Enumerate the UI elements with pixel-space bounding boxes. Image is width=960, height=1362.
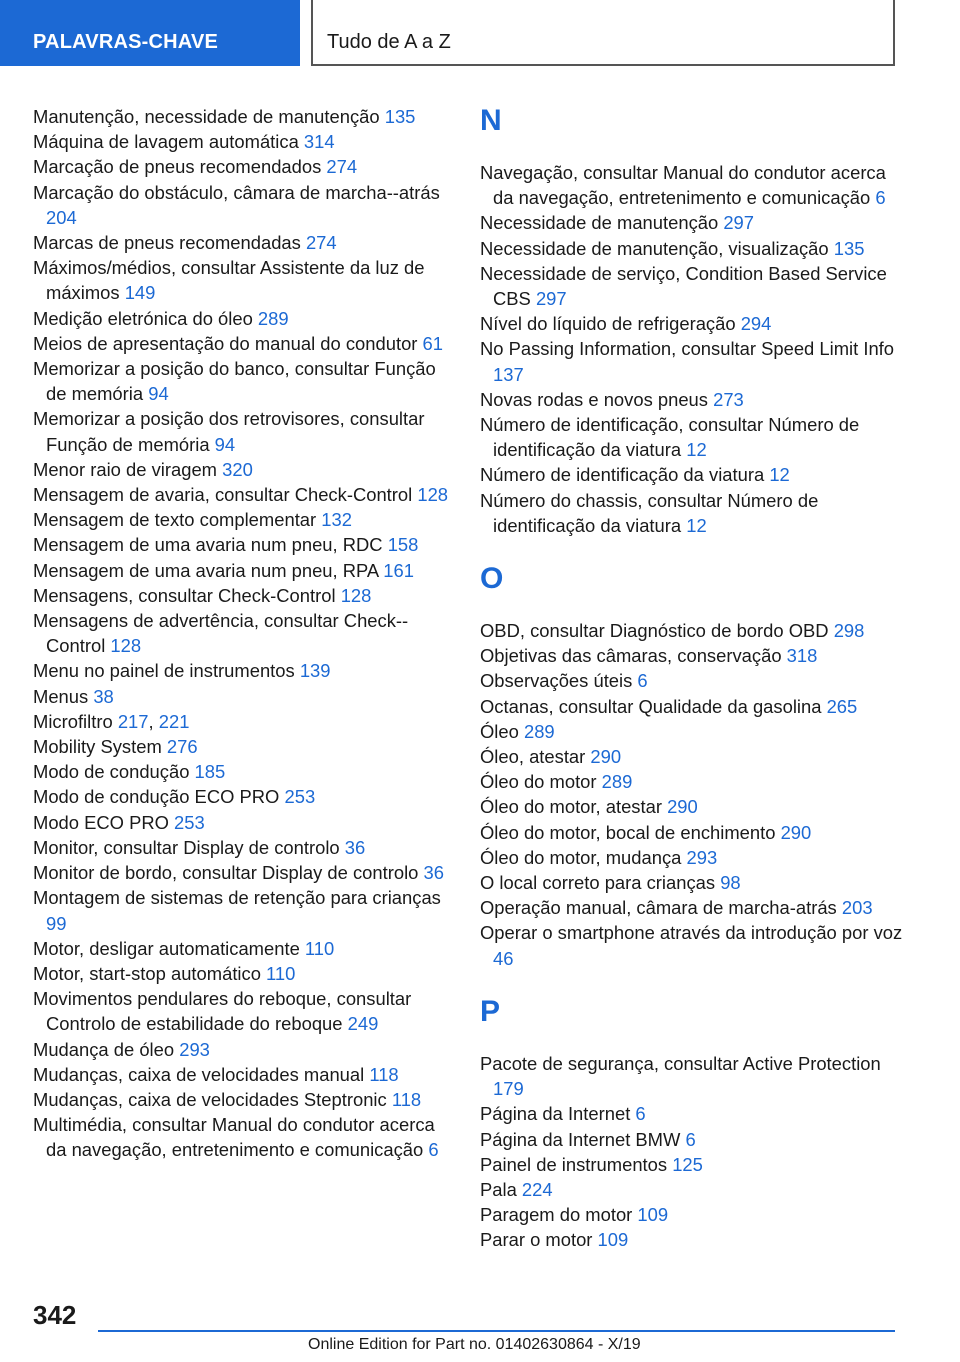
index-entry bbox=[480, 412, 910, 462]
page-reference-link[interactable]: 110 bbox=[266, 962, 296, 984]
header-title: Tudo de A a Z bbox=[313, 0, 895, 66]
page-reference-link[interactable]: 273 bbox=[713, 388, 744, 410]
page-reference-link[interactable]: 221 bbox=[158, 710, 190, 732]
page-reference-link[interactable]: 12 bbox=[769, 464, 790, 486]
page-reference-link[interactable]: 125 bbox=[672, 1153, 703, 1175]
index-entry-text: Marcação do obstáculo, câmara de marcha--atrás bbox=[33, 181, 440, 203]
page-reference-link[interactable]: 36 bbox=[344, 836, 366, 858]
index-entry bbox=[480, 794, 910, 819]
index-entry bbox=[33, 255, 453, 305]
index-entry bbox=[33, 1112, 453, 1162]
index-column-right bbox=[480, 104, 910, 1253]
index-entry bbox=[480, 895, 910, 920]
index-entry-text: Paragem do motor bbox=[480, 1204, 638, 1226]
index-entry-text: Modo ECO PRO bbox=[33, 811, 175, 833]
index-entry bbox=[33, 104, 453, 129]
index-entry bbox=[33, 583, 453, 608]
page-reference-link[interactable]: 290 bbox=[780, 821, 812, 843]
index-entry bbox=[33, 129, 453, 154]
index-entry bbox=[480, 236, 910, 261]
index-entry-text: Octanas, consultar Qualidade da gasolina bbox=[480, 695, 827, 717]
index-letter-heading: P bbox=[480, 994, 501, 1028]
page-reference-link[interactable]: 128 bbox=[340, 584, 372, 606]
index-entry bbox=[33, 180, 453, 230]
index-entry-text: Necessidade de manutenção bbox=[480, 212, 724, 234]
index-entry-text: Microfiltro bbox=[33, 710, 118, 732]
index-entry-text: Mudança de óleo bbox=[33, 1038, 180, 1060]
index-letter-heading: O bbox=[480, 562, 504, 596]
index-entry bbox=[33, 961, 453, 986]
index-entry-text: Menu no painel de instrumentos bbox=[33, 660, 300, 682]
index-entry bbox=[480, 719, 910, 744]
index-entry bbox=[33, 457, 453, 482]
index-entry-text: Óleo do motor bbox=[480, 771, 602, 793]
index-entry-text: Medição eletrónica do óleo bbox=[33, 307, 258, 329]
index-entry bbox=[480, 261, 910, 311]
index-entry-text: Motor, start-stop automático bbox=[33, 962, 267, 984]
page-reference-link[interactable]: 135 bbox=[384, 106, 416, 127]
index-entry-text: Operação manual, câmara de marcha-atrás bbox=[480, 897, 842, 919]
page-reference-link[interactable]: 249 bbox=[347, 1013, 379, 1035]
index-entry bbox=[33, 608, 453, 658]
page-header bbox=[0, 0, 960, 66]
index-entry-text: Operar o smartphone através da introdução por voz bbox=[480, 922, 903, 944]
page-reference-link[interactable]: 274 bbox=[305, 232, 337, 254]
index-entry bbox=[33, 1037, 453, 1062]
page-reference-link[interactable]: 204 bbox=[46, 206, 77, 228]
index-entry-text: Mensagem de avaria, consultar Check-Control bbox=[33, 484, 418, 506]
index-entry bbox=[480, 1177, 910, 1202]
index-entry-text: Monitor, consultar Display de controlo bbox=[33, 836, 345, 858]
index-entry bbox=[480, 210, 910, 235]
page-reference-link[interactable]: 118 bbox=[369, 1063, 399, 1085]
index-entry bbox=[480, 1051, 910, 1101]
index-entry-text: Máximos/médios, consultar Assistente da luz de máximos bbox=[33, 257, 425, 304]
page-reference-link[interactable]: 158 bbox=[387, 534, 419, 556]
index-entry-text: Nível do líquido de refrigeração bbox=[480, 313, 741, 335]
index-entry-text: Painel de instrumentos bbox=[480, 1153, 673, 1175]
index-entry bbox=[480, 618, 910, 643]
index-entry bbox=[33, 154, 453, 179]
page-reference-link[interactable]: 135 bbox=[833, 237, 865, 259]
page-reference-link[interactable]: 128 bbox=[417, 484, 449, 506]
index-entry-text: OBD, consultar Diagnóstico de bordo OBD bbox=[480, 620, 834, 642]
index-entry-text: Movimentos pendulares do reboque, consultar Controlo de estabilidade do reboque bbox=[33, 988, 412, 1035]
section-gap bbox=[480, 538, 910, 562]
index-entry-text: Página da Internet BMW bbox=[480, 1128, 686, 1150]
index-entry-text: Óleo do motor, atestar bbox=[480, 796, 668, 818]
index-entry-text: Máquina de lavagem automática bbox=[33, 131, 304, 153]
page-reference-link[interactable]: 290 bbox=[667, 796, 698, 818]
index-entry bbox=[33, 1062, 453, 1087]
page-reference-link[interactable]: 109 bbox=[637, 1204, 669, 1226]
index-entry-text: Menus bbox=[33, 685, 94, 707]
index-entry: Microfiltro 217, 221 bbox=[33, 710, 190, 732]
index-entry-text: Modo de condução ECO PRO bbox=[33, 786, 285, 808]
page-reference-link[interactable]: 293 bbox=[686, 846, 718, 868]
index-entry-text: Marcação de pneus recomendados bbox=[33, 156, 327, 178]
page-reference-link[interactable]: 6 bbox=[637, 670, 648, 692]
index-entry bbox=[33, 1087, 453, 1112]
index-entry-text: Manutenção, necessidade de manutenção bbox=[33, 106, 385, 127]
index-entry bbox=[33, 936, 453, 961]
index-entry bbox=[480, 1152, 910, 1177]
index-entry-text: Mobility System bbox=[33, 736, 167, 758]
page-reference-link[interactable]: 253 bbox=[174, 811, 205, 833]
page-reference-link[interactable]: 36 bbox=[423, 862, 444, 884]
index-entry bbox=[33, 507, 453, 532]
page-reference-link[interactable]: 297 bbox=[723, 212, 755, 234]
index-entry-text: Necessidade de serviço, Condition Based Service CBS bbox=[480, 262, 887, 310]
index-entry-text: Óleo bbox=[480, 720, 524, 742]
index-entry bbox=[33, 759, 453, 784]
page-reference-link[interactable]: 12 bbox=[686, 439, 707, 461]
index-entry-text: Montagem de sistemas de retenção para crianças bbox=[33, 887, 441, 909]
index-entry-text: Mensagem de uma avaria num pneu, RPA bbox=[33, 559, 384, 581]
index-entry bbox=[480, 694, 910, 719]
index-entry bbox=[33, 784, 453, 809]
page-reference-link[interactable]: 203 bbox=[841, 897, 873, 919]
index-entry-text: Observações úteis bbox=[480, 670, 638, 692]
index-entry bbox=[480, 845, 910, 870]
index-entry-text: Memorizar a posição do banco, consultar Função de memória bbox=[33, 358, 436, 405]
page-reference-link[interactable]: 289 bbox=[257, 307, 289, 329]
page-reference-link[interactable]: 297 bbox=[535, 288, 567, 310]
page-reference-link[interactable]: 253 bbox=[284, 786, 316, 808]
page-reference-link[interactable]: 94 bbox=[148, 383, 169, 405]
page-reference-link[interactable]: 12 bbox=[686, 514, 707, 536]
page-reference-link[interactable]: 224 bbox=[521, 1178, 553, 1200]
page-reference-link[interactable]: 46 bbox=[493, 947, 514, 969]
index-entry-text: Mudanças, caixa de velocidades Steptronic bbox=[33, 1088, 392, 1110]
page-reference-link[interactable]: 6 bbox=[685, 1128, 696, 1150]
index-entry bbox=[33, 860, 453, 885]
index-entry-text: Monitor de bordo, consultar Display de controlo bbox=[33, 862, 424, 884]
index-entry-text: Mensagem de uma avaria num pneu, RDC bbox=[33, 534, 388, 556]
index-entry bbox=[480, 920, 910, 970]
index-entry bbox=[480, 462, 910, 487]
index-entry bbox=[480, 311, 910, 336]
index-entry-text: Pala bbox=[480, 1178, 522, 1200]
index-entry-text: Número de identificação, consultar Número de identificação da viatura bbox=[480, 414, 860, 461]
page-reference-link[interactable]: 38 bbox=[93, 685, 114, 707]
index-entry-text: Modo de condução bbox=[33, 761, 195, 783]
index-entry-text: O local correto para crianças bbox=[480, 872, 721, 894]
page-reference-link[interactable]: 94 bbox=[214, 433, 236, 455]
index-entry bbox=[33, 658, 453, 683]
page-reference-link[interactable]: 314 bbox=[303, 131, 335, 153]
index-entry bbox=[480, 488, 910, 538]
index-entry bbox=[480, 1202, 910, 1227]
index-entry bbox=[480, 1227, 910, 1252]
page-reference-link[interactable]: 298 bbox=[833, 620, 865, 642]
page-reference-link[interactable]: 132 bbox=[321, 509, 352, 531]
index-entry bbox=[33, 331, 453, 356]
index-entry bbox=[33, 482, 453, 507]
index-entry-text: Óleo do motor, mudança bbox=[480, 846, 687, 868]
index-entry bbox=[33, 810, 453, 835]
page-reference-link[interactable]: 137 bbox=[493, 363, 524, 385]
index-entry bbox=[33, 558, 453, 583]
index-entry-text: Objetivas das câmaras, conservação bbox=[480, 645, 787, 667]
page-reference-link[interactable]: 109 bbox=[597, 1229, 629, 1251]
section-tab: PALAVRAS-CHAVE bbox=[0, 0, 300, 66]
index-entry bbox=[480, 744, 910, 769]
index-entry-text: Página da Internet bbox=[480, 1103, 636, 1125]
page-reference-link[interactable]: 289 bbox=[601, 771, 633, 793]
page-reference-link[interactable]: 6 bbox=[428, 1139, 439, 1161]
index-entry bbox=[480, 1101, 910, 1126]
page-reference-link[interactable]: 179 bbox=[493, 1078, 524, 1100]
index-entry bbox=[480, 668, 910, 693]
section-gap bbox=[480, 971, 910, 995]
index-entry bbox=[480, 160, 910, 210]
page-reference-link[interactable]: 98 bbox=[720, 872, 741, 894]
index-entry bbox=[33, 230, 453, 255]
index-entry-text: Pacote de segurança, consultar Active Protection bbox=[480, 1052, 881, 1074]
index-entry bbox=[33, 406, 453, 456]
index-entry bbox=[480, 870, 910, 895]
index-entry-text: Necessidade de manutenção, visualização bbox=[480, 237, 834, 259]
index-entry-text: Mensagem de texto complementar bbox=[33, 509, 322, 531]
page-reference-link[interactable]: 128 bbox=[110, 635, 142, 657]
page-reference-link[interactable]: 274 bbox=[326, 156, 358, 178]
page-reference-link[interactable]: 217 bbox=[117, 710, 149, 732]
page-reference-link[interactable]: 99 bbox=[46, 912, 67, 934]
index-entry-text: Óleo, atestar bbox=[480, 746, 591, 768]
index-entry-text: No Passing Information, consultar Speed Limit Info bbox=[480, 338, 895, 360]
page-reference-link[interactable]: 289 bbox=[523, 720, 555, 742]
index-entry-text: Meios de apresentação do manual do condutor bbox=[33, 332, 423, 354]
page-reference-link[interactable]: 139 bbox=[299, 660, 331, 682]
index-entry bbox=[33, 356, 453, 406]
index-entry-text: Mensagens, consultar Check-Control bbox=[33, 584, 341, 606]
index-entry bbox=[33, 835, 453, 860]
index-letter-heading: N bbox=[480, 104, 502, 137]
index-entry bbox=[33, 684, 453, 709]
index-entry-text: Número de identificação da viatura bbox=[480, 464, 770, 486]
page-reference-link[interactable]: 6 bbox=[635, 1103, 646, 1125]
page-reference-link[interactable]: 265 bbox=[826, 695, 858, 717]
index-entry-text: Memorizar a posição dos retrovisores, consultar Função de memória bbox=[33, 408, 425, 455]
index-entry-text: Multimédia, consultar Manual do condutor acerca da navegação, entretenimento e comunicação bbox=[33, 1114, 435, 1161]
index-entry-text: Óleo do motor, bocal de enchimento bbox=[480, 821, 781, 843]
page-reference-link[interactable]: 118 bbox=[391, 1088, 422, 1110]
index-entry-text: Número do chassis, consultar Número de identificação da viatura bbox=[480, 489, 819, 536]
index-column-left bbox=[33, 104, 453, 1163]
page-number: 342 bbox=[33, 1300, 77, 1330]
index-entry bbox=[33, 532, 453, 557]
index-entry-text: Menor raio de viragem bbox=[33, 458, 223, 480]
index-entry bbox=[33, 986, 453, 1036]
page-reference-link[interactable]: 161 bbox=[383, 559, 414, 581]
index-entry-text: Novas rodas e novos pneus bbox=[480, 388, 714, 410]
index-entry-text: Marcas de pneus recomendadas bbox=[33, 232, 306, 254]
page-reference-link[interactable]: 149 bbox=[124, 282, 156, 304]
page-reference-link[interactable]: 320 bbox=[222, 458, 253, 480]
index-entry bbox=[480, 387, 910, 412]
index-entry bbox=[480, 769, 910, 794]
index-entry-text: Mudanças, caixa de velocidades manual bbox=[33, 1063, 370, 1085]
index-entry-text: Parar o motor bbox=[480, 1229, 598, 1251]
index-entry-text: Navegação, consultar Manual do condutor acerca da navegação, entretenimento e comunicação bbox=[480, 162, 886, 209]
page-reference-link[interactable]: 293 bbox=[179, 1038, 210, 1060]
index-entry bbox=[480, 1127, 910, 1152]
footer-rule bbox=[98, 1330, 895, 1332]
page-reference-link[interactable]: 110 bbox=[304, 937, 335, 959]
page-reference-link[interactable]: 276 bbox=[166, 736, 198, 758]
index-entry-text: Motor, desligar automaticamente bbox=[33, 937, 305, 959]
page-reference-link[interactable]: 318 bbox=[786, 645, 818, 667]
index-entry bbox=[33, 734, 453, 759]
page-reference-link[interactable]: 290 bbox=[590, 746, 622, 768]
page-reference-link[interactable]: 185 bbox=[194, 761, 226, 783]
footer-edition: Online Edition for Part no. 01402630864 - X/19 bbox=[308, 1336, 641, 1353]
index-entry bbox=[33, 885, 453, 935]
page-reference-link[interactable]: 6 bbox=[875, 187, 886, 209]
index-entry bbox=[33, 306, 453, 331]
page-reference-link[interactable]: 61 bbox=[422, 332, 443, 354]
index-entry-text: Mensagens de advertência, consultar Check--Control bbox=[33, 610, 409, 657]
index-entry bbox=[480, 643, 910, 668]
index-entry bbox=[480, 820, 910, 845]
index-entry bbox=[480, 336, 910, 386]
page-reference-link[interactable]: 294 bbox=[740, 313, 772, 335]
